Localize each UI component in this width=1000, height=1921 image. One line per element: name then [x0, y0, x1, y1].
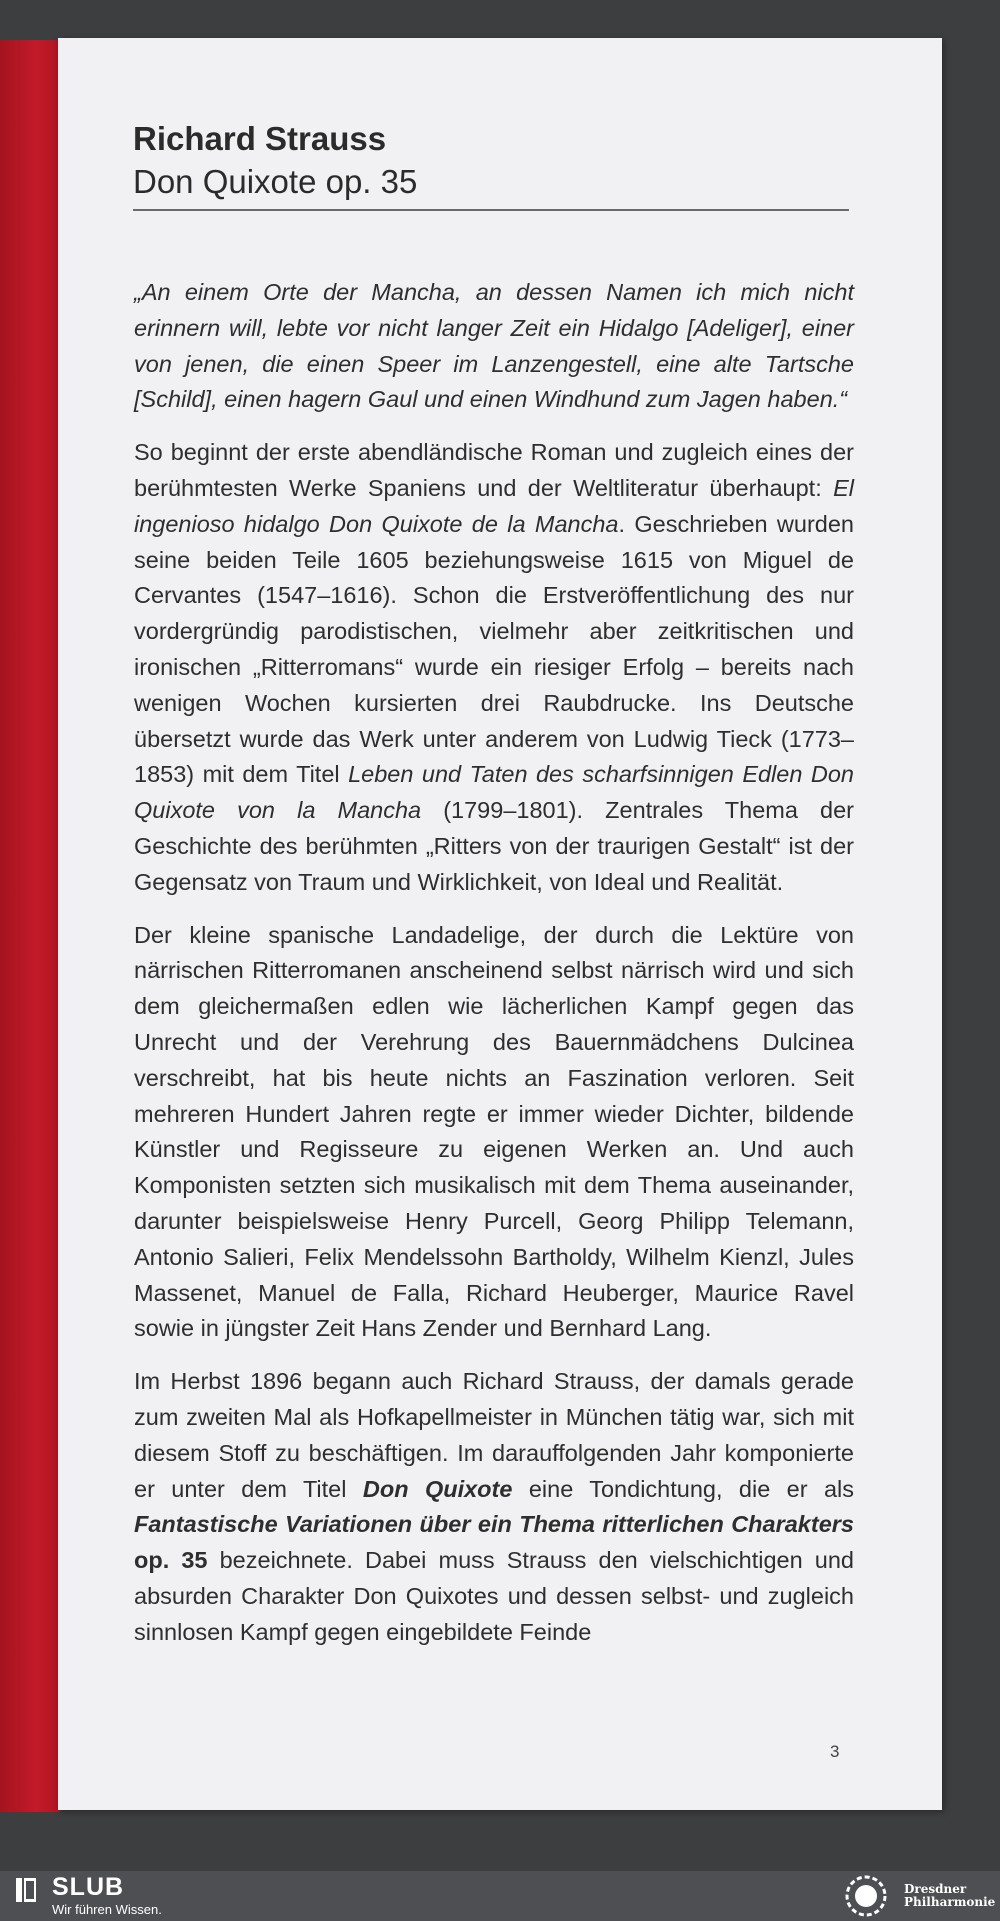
slub-logo-icon	[14, 1877, 38, 1903]
orchestra-name	[904, 1883, 995, 1909]
paragraph-3-text-a: Im Herbst 1896 begann auch Richard Strauss, der damals gerade zum zweiten Mal als Hofkapellmeister in München tätig war, sich mit diesem Stoff zu beschäftigen. Im darauffolgenden Jahr komponierte er unter dem Titel	[134, 1368, 854, 1502]
red-cover-edge	[0, 40, 60, 1812]
paragraph-2: Der kleine spanische Landadelige, der durch die Lektüre von närrischen Ritterromanen anscheinend selbst närrisch wird und sich dem gleichermaßen edlen wie lächerlichen Kampf gegen das Unrecht und der Verehrung des Bauernmädchens Dulcinea verschreibt, hat bis heute nichts an Faszination verloren. Seit mehreren Hundert Jahren regte er immer wieder Dichter, bildende Künstler und Regisseure zu eigenen Werken an. Und auch Komponisten setzten sich musikalisch mit dem Thema auseinander, darunter beispielsweise Henry Purcell, Georg Philipp Telemann, Antonio Salieri, Felix Mendelssohn Bartholdy, Wilhelm Kienzl, Jules Massenet, Manuel de Falla, Richard Heuberger, Maurice Ravel sowie in jüngster Zeit Hans Zender und Bernhard Lang.	[134, 921, 854, 1342]
novel-title-spanish: El ingenioso hidalgo Don Quixote de la Mancha	[134, 474, 854, 537]
variations-title: Fantastische Variationen über ein Thema ritterlichen Charakters	[134, 1511, 854, 1538]
orchestra-name-line-2: Philharmonie	[904, 1895, 996, 1909]
page-header	[133, 118, 849, 204]
composer-name: Richard Strauss	[133, 120, 387, 157]
opus-number: op. 35	[134, 1547, 208, 1574]
paragraph-1	[134, 435, 854, 900]
library-name: SLUB	[52, 1873, 125, 1901]
viewer-footer-bar	[0, 1871, 1000, 1921]
orchestra-name-line-1: Dresdner	[904, 1882, 967, 1896]
library-tagline: Wir führen Wissen.	[52, 1902, 162, 1917]
paragraph-1-text-a: So beginnt der erste abendländische Roman und zugleich eines der berühmtesten Werke Spaniens und der Weltliteratur überhaupt:	[134, 439, 854, 501]
tone-poem-title: Don Quixote	[362, 1475, 513, 1502]
dresdner-philharmonie-logo-icon	[842, 1874, 890, 1918]
paragraph-1-text-b: . Geschrieben wurden seine beiden Teile 1605 beziehungsweise 1615 von Miguel de Cervantes (1547–1616). Schon die Erstveröffentlichung des nur vordergründig parodistischen, vielmehr aber zeitkritischen und ironischen „Ritterromans“ wurde ein riesiger Erfolg – bereits nach wenigen Wochen kursierten drei Raubdrucke. Ins Deutsche übersetzt wurde das Werk unter anderem von Ludwig Tieck (1773–1853) mit dem Titel	[134, 510, 854, 788]
paragraph-3-text-c: bezeichnete. Dabei muss Strauss den vielschichtigen und absurden Charakter Don Quixotes und dessen selbst- und zugleich sinnlosen Kampf gegen eingebildete Feinde	[134, 1547, 854, 1645]
work-title: Don Quixote op. 35	[133, 163, 418, 200]
header-divider	[133, 209, 849, 211]
article-body	[134, 275, 854, 1667]
paragraph-3	[134, 1364, 854, 1650]
paragraph-1-text-c: (1799–1801). Zentrales Thema der Geschichte des berühmten „Ritters von der traurigen Gestalt“ ist der Gegensatz von Traum und Wirklichkeit, von Ideal und Realität.	[134, 797, 855, 895]
page-number: 3	[830, 1742, 840, 1761]
opening-quote: „An einem Orte der Mancha, an dessen Namen ich mich nicht erinnern will, lebte vor nicht langer Zeit ein Hidalgo [Adeliger], einer von jenen, die einen Speer im Lanzengestell, eine alte Tartsche [Schild], einen hagern Gaul und einen Windhund zum Jagen haben.“	[134, 279, 854, 413]
novel-title-german: Leben und Taten des scharfsinnigen Edlen Don Quixote von la Mancha	[134, 761, 854, 824]
paragraph-3-text-b: eine Tondichtung, die er als	[512, 1475, 854, 1502]
